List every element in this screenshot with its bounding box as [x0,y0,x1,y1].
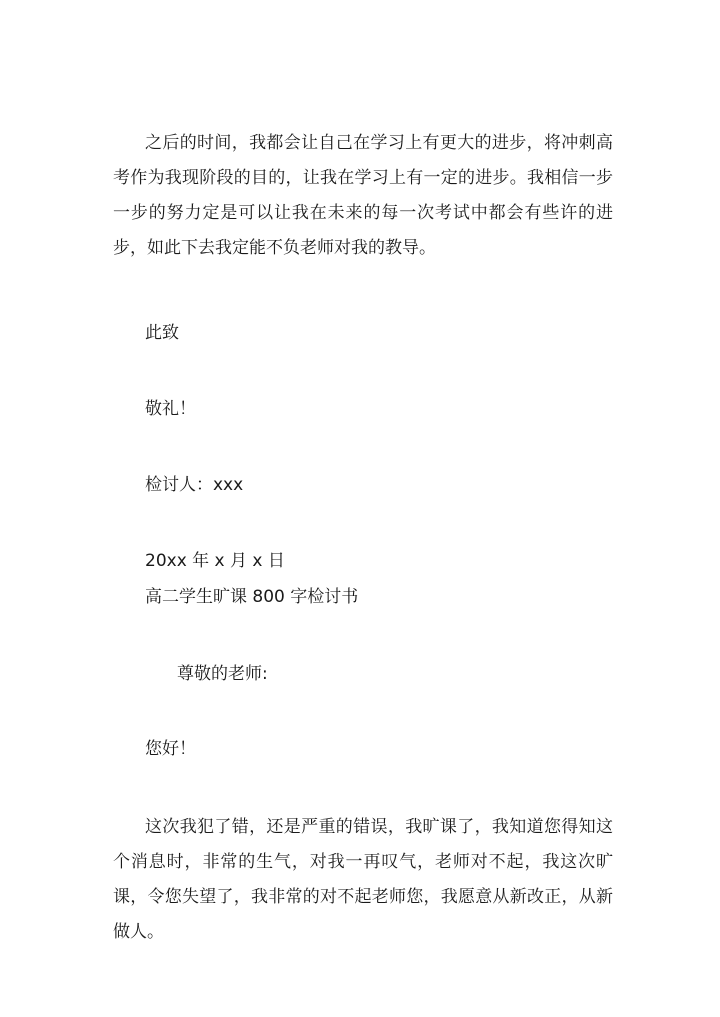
signer-line: 检讨人：xxx [145,475,244,495]
date-line: 20xx 年 x 月 x 日 [145,551,285,571]
greeting-line: 尊敬的老师: [177,664,268,684]
body-paragraph-apology: 这次我犯了错，还是严重的错误，我旷课了，我知道您得知这个消息时，非常的生气，对我一再叹气，老师对不起，我这次旷课，令您失望了，我非常的对不起老师您，我愿意从新改正，从新做人。 [113,817,613,942]
body-paragraph-study-plan: 之后的时间，我都会让自己在学习上有更大的进步，将冲刺高考作为我现阶段的目的，让我在学习上有一定的进步。我相信一步一步的努力定是可以让我在未来的每一次考试中都会有些许的进步，如此下去我定能不负老师对我的教导。 [113,133,613,258]
salute-text: 敬礼！ [145,399,196,419]
closing-text: 此致 [145,323,179,343]
document-title: 高二学生旷课 800 字检讨书 [145,587,359,607]
hello-line: 您好！ [145,739,196,759]
